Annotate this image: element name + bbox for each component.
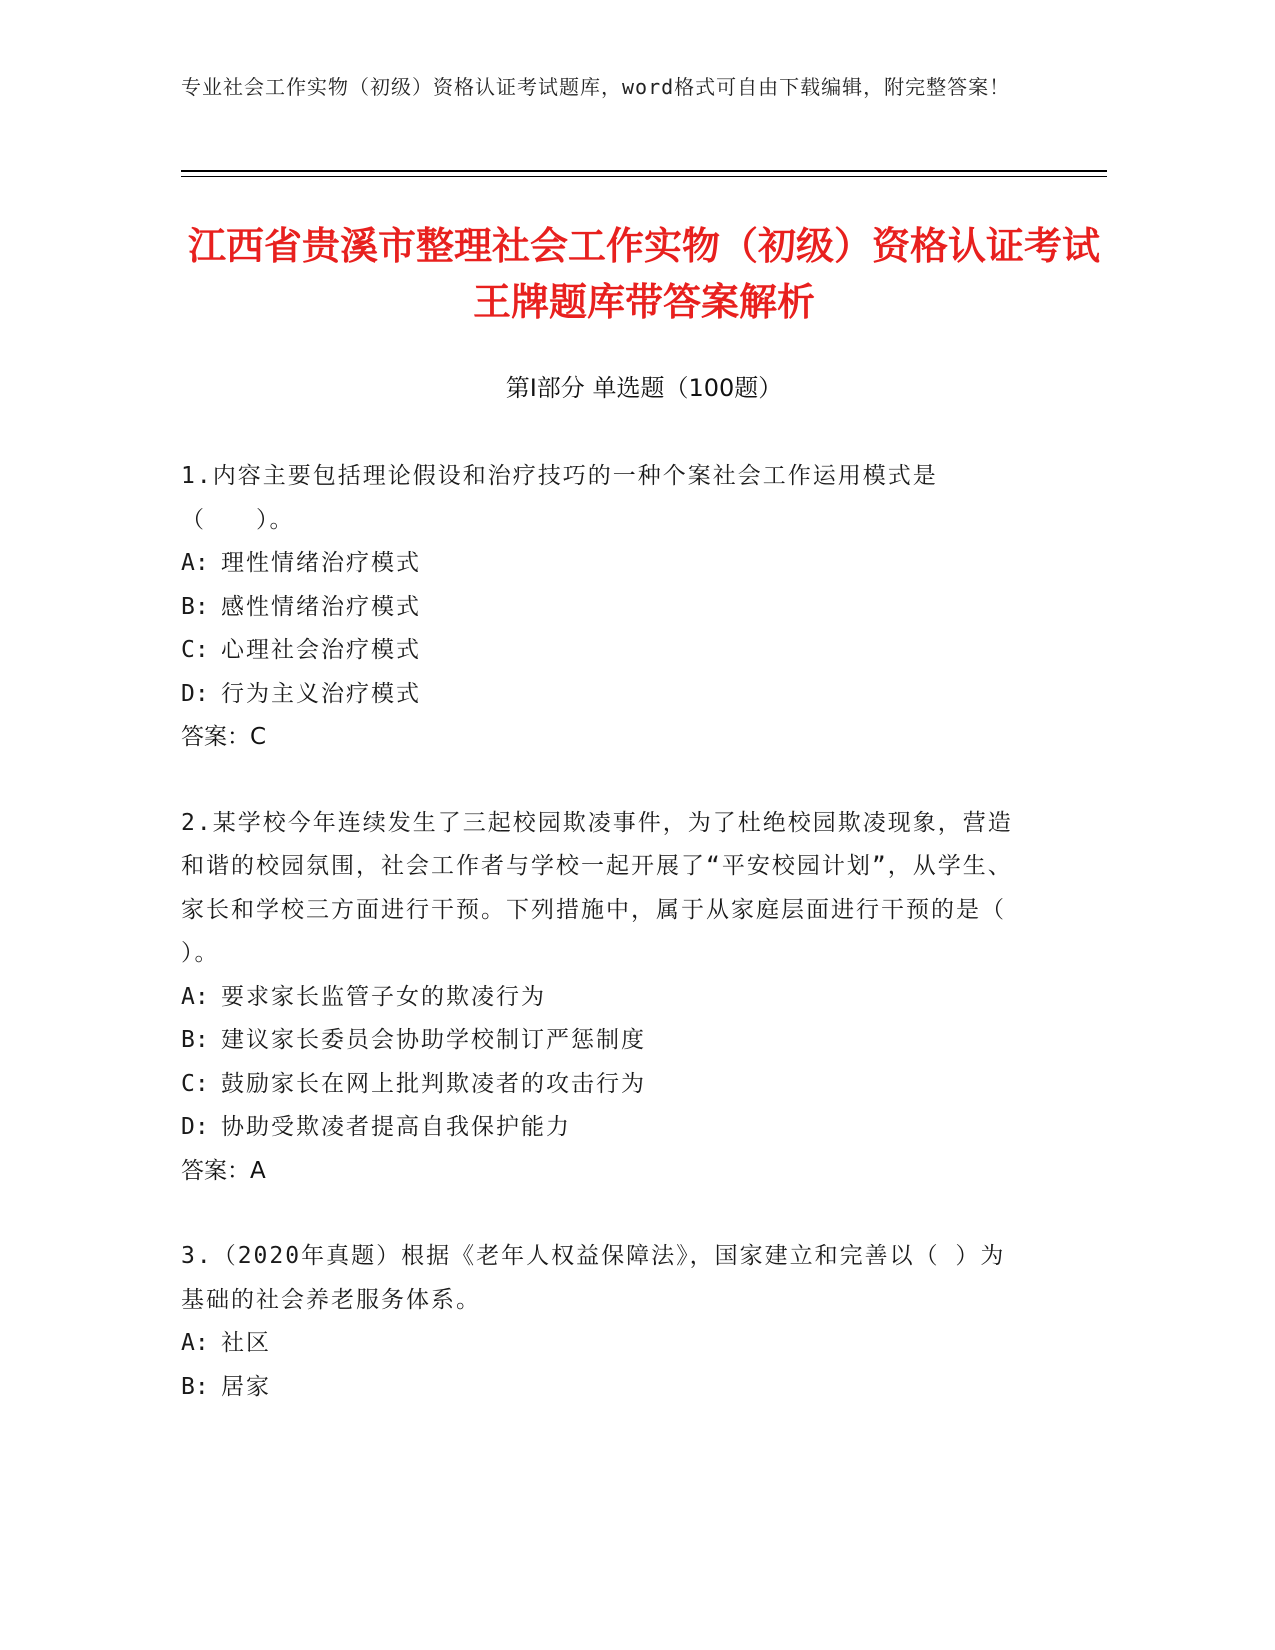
answer-line: 答案：C (181, 724, 267, 750)
question-stem: 2.某学校今年连续发生了三起校园欺凌事件，为了杜绝校园欺凌现象，营造和谐的校园氛围，社会工作者与学校一起开展了“平安校园计划”，从学生、家长和学校三方面进行干预。下列措施中，属于从家庭层面进行干预的是（ ）。 (181, 809, 1013, 966)
section-title: 第Ⅰ部分 单选题（100题） (505, 374, 783, 402)
option-text: 建议家长委员会协助学校制订严惩制度 (221, 1027, 646, 1053)
option-letter: C: (181, 1070, 209, 1097)
option-c (181, 629, 1021, 673)
option-text: 感性情绪治疗模式 (221, 593, 421, 620)
question-list (181, 455, 1021, 1451)
option-text: 社区 (221, 1330, 271, 1356)
option-b (181, 1366, 1021, 1410)
header-divider-thick (181, 170, 1107, 172)
question-stem: 1.内容主要包括理论假设和治疗技巧的一种个案社会工作运用模式是（ ）。 (181, 463, 938, 533)
option-letter: C: (181, 637, 209, 663)
option-letter: B: (181, 1027, 209, 1053)
option-text: 居家 (221, 1373, 271, 1400)
option-letter: D: (181, 680, 209, 707)
document-title: 江西省贵溪市整理社会工作实物（初级）资格认证考试王牌题库带答案解析 (187, 224, 1100, 324)
header-note: 专业社会工作实物（初级）资格认证考试题库，word格式可自由下载编辑，附完整答案！ (181, 75, 1011, 99)
option-letter: A: (181, 1330, 209, 1356)
option-b (181, 586, 1021, 630)
answer-line: 答案：A (181, 1157, 266, 1184)
option-text: 协助受欺凌者提高自我保护能力 (221, 1114, 571, 1140)
header-divider-thin (181, 176, 1107, 177)
option-a (181, 542, 1021, 586)
option-a (181, 976, 1021, 1020)
question-stem: 3.（2020年真题）根据《老年人权益保障法》，国家建立和完善以（ ）为基础的社会养老服务体系。 (181, 1243, 1006, 1313)
option-text: 理性情绪治疗模式 (221, 550, 421, 576)
option-c (181, 1063, 1021, 1107)
option-letter: B: (181, 1373, 209, 1400)
option-letter: B: (181, 593, 209, 620)
option-a (181, 1322, 1021, 1366)
option-text: 行为主义治疗模式 (221, 680, 421, 707)
option-letter: D: (181, 1114, 209, 1140)
option-d (181, 673, 1021, 717)
option-letter: A: (181, 550, 209, 576)
option-text: 鼓励家长在网上批判欺凌者的攻击行为 (221, 1070, 646, 1097)
question-1 (181, 455, 1021, 760)
option-text: 心理社会治疗模式 (221, 637, 421, 663)
option-text: 要求家长监管子女的欺凌行为 (221, 983, 546, 1010)
question-3 (181, 1235, 1021, 1409)
option-letter: A: (181, 983, 209, 1010)
option-b (181, 1019, 1021, 1063)
option-d (181, 1106, 1021, 1150)
question-2 (181, 802, 1021, 1194)
